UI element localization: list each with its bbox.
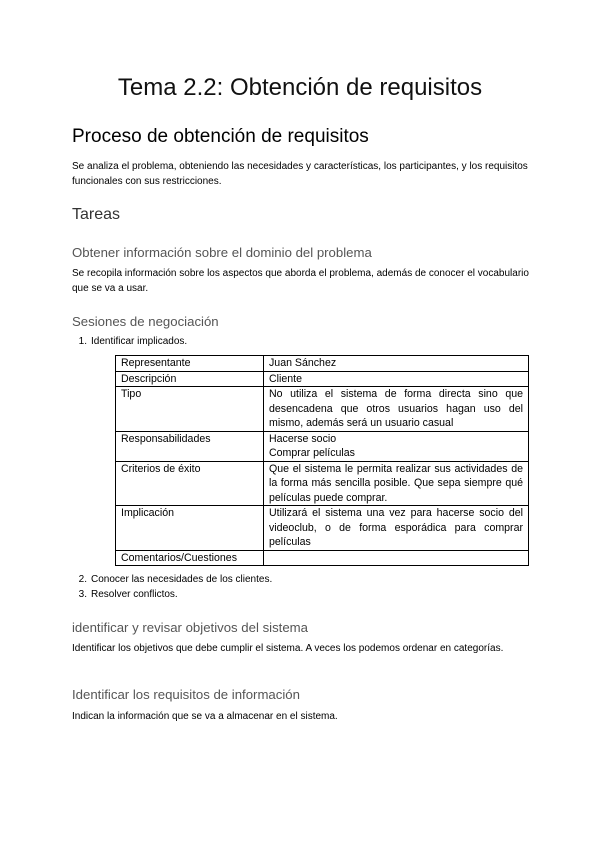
table-key-cell: Descripción bbox=[116, 371, 264, 387]
informacion-heading: Identificar los requisitos de información bbox=[72, 687, 300, 702]
obtener-text: Se recopila información sobre los aspectos que aborda el problema, además de conocer el vocabulario que se va a usar. bbox=[72, 268, 529, 294]
table-key-cell: Responsabilidades bbox=[116, 431, 264, 461]
table-value-line: Que el sistema le permita realizar sus actividades de la forma más sencilla posible. Que sepa siempre qué películas puede comprar. bbox=[269, 462, 523, 504]
table-value-cell bbox=[264, 356, 529, 372]
informacion-text: Indican la información que se va a almacenar en el sistema. bbox=[72, 711, 338, 722]
stakeholder-table bbox=[115, 355, 529, 566]
objetivos-text: Identificar los objetivos que debe cumplir el sistema. A veces los podemos ordenar en categorías. bbox=[72, 643, 504, 654]
section-intro: Se analiza el problema, obteniendo las necesidades y características, los participantes, y los requisitos funcionales con sus restricciones. bbox=[72, 161, 528, 187]
table-row bbox=[116, 461, 529, 506]
table-key-cell: Comentarios/Cuestiones bbox=[116, 550, 264, 566]
table-value-line: Juan Sánchez bbox=[269, 357, 337, 369]
table-value-line: No utiliza el sistema de forma directa sino que desencadena que otros usuarios hagan uso del mismo, además será un usuario casual bbox=[269, 388, 523, 429]
table-row bbox=[116, 387, 529, 432]
table-value-cell bbox=[264, 550, 529, 566]
table-value-cell bbox=[264, 506, 529, 551]
obtener-heading: Obtener información sobre el dominio del problema bbox=[72, 245, 372, 260]
sesiones-heading: Sesiones de negociación bbox=[72, 314, 219, 329]
objetivos-heading: identificar y revisar objetivos del sistema bbox=[72, 620, 309, 635]
page-title: Tema 2.2: Obtención de requisitos bbox=[117, 74, 483, 101]
table-value-cell bbox=[264, 461, 529, 506]
table-value-line: Hacerse socio bbox=[269, 432, 337, 445]
table-key-cell: Criterios de éxito bbox=[116, 461, 264, 506]
table-row bbox=[116, 506, 529, 551]
table-value-line: Cliente bbox=[269, 372, 302, 385]
list-number: 2. bbox=[78, 574, 87, 585]
tareas-heading: Tareas bbox=[72, 206, 121, 223]
list-text: Conocer las necesidades de los clientes. bbox=[91, 574, 273, 585]
table-value-line: Comprar películas bbox=[269, 447, 355, 459]
section-heading: Proceso de obtención de requisitos bbox=[72, 126, 369, 147]
list-number: 3. bbox=[78, 589, 87, 600]
table-row bbox=[116, 371, 529, 387]
table-row bbox=[116, 356, 529, 372]
list-text: Identificar implicados. bbox=[91, 336, 188, 347]
table-key-cell: Representante bbox=[116, 356, 264, 372]
table-value-line: Utilizará el sistema una vez para hacerse socio del videoclub, o de forma esporádica para comprar películas bbox=[269, 507, 523, 548]
table-value-cell bbox=[264, 387, 529, 432]
table-key-cell: Implicación bbox=[116, 506, 264, 551]
table-row bbox=[116, 431, 529, 461]
table-key-cell: Tipo bbox=[116, 387, 264, 432]
table-row bbox=[116, 550, 529, 566]
table-value-line bbox=[269, 551, 523, 566]
table-value-cell bbox=[264, 371, 529, 387]
list-number: 1. bbox=[78, 336, 87, 347]
list-text: Resolver conflictos. bbox=[91, 589, 178, 600]
table-value-cell bbox=[264, 431, 529, 461]
